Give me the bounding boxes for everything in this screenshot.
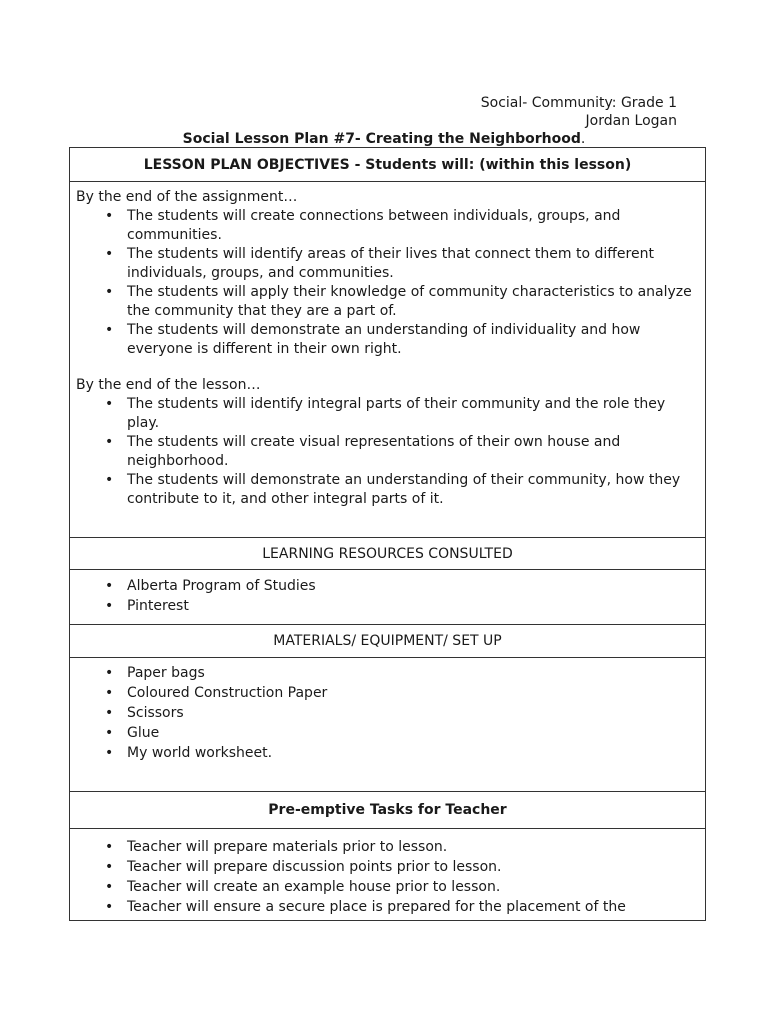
lesson-title	[0, 130, 768, 148]
list-item: • The students will demonstrate an understanding of individuality and how everyone is different in their own right.	[127, 321, 699, 359]
course-line: Social- Community: Grade 1	[480, 95, 677, 111]
list-item: • Glue	[127, 723, 699, 743]
list-item: • Teacher will create an example house prior to lesson.	[127, 877, 699, 897]
list-item: • Alberta Program of Studies	[127, 576, 699, 596]
lesson-objectives-list	[76, 395, 699, 509]
resources-body	[70, 570, 705, 625]
list-item: • The students will create connections between individuals, groups, and communities.	[127, 207, 699, 245]
list-item: • Teacher will prepare materials prior to lesson.	[127, 837, 699, 857]
lesson-title-period: .	[580, 131, 586, 147]
list-item: • Coloured Construction Paper	[127, 683, 699, 703]
lesson-plan-table	[69, 147, 706, 921]
list-item: • The students will identify integral parts of their community and the role they play.	[127, 395, 699, 433]
materials-body	[70, 658, 705, 792]
resources-heading: LEARNING RESOURCES CONSULTED	[70, 538, 705, 570]
list-item: • The students will demonstrate an understanding of their community, how they contribute to it, and other integral parts of it.	[127, 471, 699, 509]
lesson-intro: By the end of the lesson…	[76, 377, 261, 393]
resources-list	[76, 576, 699, 616]
materials-heading: MATERIALS/ EQUIPMENT/ SET UP	[70, 625, 705, 658]
list-item: • Paper bags	[127, 663, 699, 683]
list-item: • Pinterest	[127, 596, 699, 616]
list-item: • Teacher will prepare discussion points prior to lesson.	[127, 857, 699, 877]
list-item: • The students will identify areas of their lives that connect them to different individuals, groups, and communities.	[127, 245, 699, 283]
objectives-heading: LESSON PLAN OBJECTIVES - Students will: (within this lesson)	[70, 148, 705, 182]
tasks-list	[76, 837, 699, 917]
list-item: • The students will create visual representations of their own house and neighborhood.	[127, 433, 699, 471]
assignment-intro: By the end of the assignment…	[76, 189, 298, 205]
list-item: • The students will apply their knowledge of community characteristics to analyze the community that they are a part of.	[127, 283, 699, 321]
materials-list	[76, 663, 699, 763]
tasks-heading: Pre-emptive Tasks for Teacher	[70, 792, 705, 829]
author-name: Jordan Logan	[585, 113, 677, 129]
lesson-title-text: Social Lesson Plan #7- Creating the Neighborhood	[182, 131, 581, 147]
objectives-body	[70, 182, 705, 538]
list-item: • Scissors	[127, 703, 699, 723]
tasks-body	[70, 829, 705, 920]
assignment-objectives-list	[76, 207, 699, 359]
list-item: • Teacher will ensure a secure place is prepared for the placement of the	[127, 897, 699, 917]
list-item: • My world worksheet.	[127, 743, 699, 763]
